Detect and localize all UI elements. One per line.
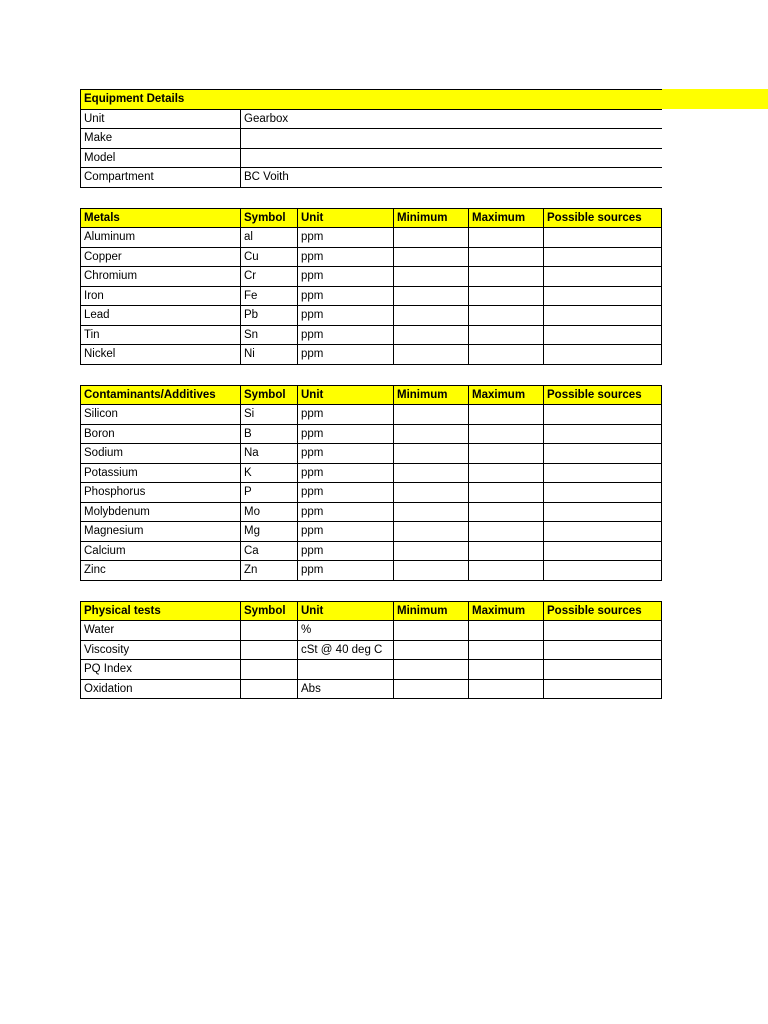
cell-sources[interactable] (544, 424, 662, 444)
cell-maximum[interactable] (469, 561, 544, 581)
cell-name[interactable]: Water (81, 621, 241, 641)
cell-sources[interactable] (544, 660, 662, 680)
cell-minimum[interactable] (394, 345, 469, 365)
cell-name[interactable]: Nickel (81, 345, 241, 365)
col-header-maximum[interactable]: Maximum (469, 601, 544, 621)
cell-sources[interactable] (544, 541, 662, 561)
cell-minimum[interactable] (394, 444, 469, 464)
table-row (81, 424, 662, 444)
table-row (81, 405, 662, 425)
cell-minimum[interactable] (394, 561, 469, 581)
cell-sources[interactable] (544, 345, 662, 365)
cell-maximum[interactable] (469, 679, 544, 699)
cell-symbol[interactable]: P (241, 483, 298, 503)
table-row (81, 541, 662, 561)
cell-unit[interactable]: ppm (298, 502, 394, 522)
cell-symbol[interactable]: Sn (241, 325, 298, 345)
cell-minimum[interactable] (394, 267, 469, 287)
metals-header-row (81, 208, 662, 228)
table-row (81, 502, 662, 522)
cell-name[interactable]: Boron (81, 424, 241, 444)
cell-minimum[interactable] (394, 286, 469, 306)
cell-unit[interactable]: ppm (298, 483, 394, 503)
cell-maximum[interactable] (469, 345, 544, 365)
cell-name[interactable]: Iron (81, 286, 241, 306)
cell-symbol[interactable]: Mg (241, 522, 298, 542)
equipment-title[interactable]: Equipment Details (81, 90, 662, 110)
table-row (81, 247, 662, 267)
cell-symbol[interactable]: Zn (241, 561, 298, 581)
cell-maximum[interactable] (469, 286, 544, 306)
table-row (81, 483, 662, 503)
table-row (81, 561, 662, 581)
cell-unit[interactable]: ppm (298, 541, 394, 561)
cell-maximum[interactable] (469, 660, 544, 680)
cell-unit[interactable]: ppm (298, 405, 394, 425)
table-row (81, 286, 662, 306)
equipment-details-table (80, 89, 662, 188)
cell-sources[interactable] (544, 640, 662, 660)
cell-minimum[interactable] (394, 679, 469, 699)
cell-value[interactable]: BC Voith (241, 168, 662, 188)
cell-unit[interactable]: ppm (298, 522, 394, 542)
cell-maximum[interactable] (469, 228, 544, 248)
cell-unit[interactable]: ppm (298, 444, 394, 464)
cell-maximum[interactable] (469, 463, 544, 483)
cell-minimum[interactable] (394, 306, 469, 326)
cell-symbol[interactable]: Fe (241, 286, 298, 306)
cell-name[interactable]: Viscosity (81, 640, 241, 660)
cell-maximum[interactable] (469, 502, 544, 522)
cell-unit[interactable]: ppm (298, 345, 394, 365)
cell-label[interactable]: Compartment (81, 168, 241, 188)
cell-minimum[interactable] (394, 483, 469, 503)
col-header-minimum[interactable]: Minimum (394, 385, 469, 405)
cell-name[interactable]: Potassium (81, 463, 241, 483)
cell-sources[interactable] (544, 267, 662, 287)
cell-maximum[interactable] (469, 405, 544, 425)
cell-name[interactable]: Tin (81, 325, 241, 345)
cell-sources[interactable] (544, 522, 662, 542)
cell-name[interactable]: Sodium (81, 444, 241, 464)
cell-minimum[interactable] (394, 424, 469, 444)
metals-table (80, 208, 662, 365)
cell-minimum[interactable] (394, 247, 469, 267)
cell-maximum[interactable] (469, 483, 544, 503)
cell-unit[interactable]: ppm (298, 306, 394, 326)
cell-name[interactable]: Molybdenum (81, 502, 241, 522)
cell-maximum[interactable] (469, 267, 544, 287)
cell-name[interactable]: Calcium (81, 541, 241, 561)
cell-sources[interactable] (544, 561, 662, 581)
physical-tests-table (80, 601, 662, 700)
cell-value[interactable]: Gearbox (241, 109, 662, 129)
cell-symbol[interactable]: Cr (241, 267, 298, 287)
cell-name[interactable]: Phosphorus (81, 483, 241, 503)
cell-sources[interactable] (544, 444, 662, 464)
cell-symbol[interactable] (241, 621, 298, 641)
cell-unit[interactable]: ppm (298, 424, 394, 444)
cell-sources[interactable] (544, 405, 662, 425)
cell-symbol[interactable]: Ca (241, 541, 298, 561)
cell-symbol[interactable]: Mo (241, 502, 298, 522)
cell-sources[interactable] (544, 286, 662, 306)
col-header-maximum[interactable]: Maximum (469, 385, 544, 405)
cell-maximum[interactable] (469, 306, 544, 326)
cell-sources[interactable] (544, 247, 662, 267)
cell-unit[interactable]: ppm (298, 247, 394, 267)
cell-label[interactable]: Unit (81, 109, 241, 129)
col-header-unit[interactable]: Unit (298, 208, 394, 228)
col-header-unit[interactable]: Unit (298, 385, 394, 405)
cell-name[interactable]: Zinc (81, 561, 241, 581)
cell-symbol[interactable]: Pb (241, 306, 298, 326)
cell-value[interactable] (241, 129, 662, 149)
cell-minimum[interactable] (394, 325, 469, 345)
table-row (81, 267, 662, 287)
cell-symbol[interactable] (241, 660, 298, 680)
cell-minimum[interactable] (394, 660, 469, 680)
cell-unit[interactable] (298, 660, 394, 680)
cell-label[interactable]: Model (81, 148, 241, 168)
cell-minimum[interactable] (394, 541, 469, 561)
cell-name[interactable]: Silicon (81, 405, 241, 425)
cell-maximum[interactable] (469, 640, 544, 660)
table-row (81, 640, 662, 660)
table-row (81, 325, 662, 345)
col-header-minimum[interactable]: Minimum (394, 601, 469, 621)
table-row (81, 679, 662, 699)
cell-maximum[interactable] (469, 522, 544, 542)
contaminants-table (80, 385, 662, 581)
cell-maximum[interactable] (469, 424, 544, 444)
section-title[interactable]: Contaminants/Additives (81, 385, 241, 405)
col-header-sources[interactable]: Possible sources (544, 601, 662, 621)
table-row (81, 345, 662, 365)
cell-sources[interactable] (544, 463, 662, 483)
equipment-row-make (81, 129, 662, 149)
section-title[interactable]: Physical tests (81, 601, 241, 621)
cell-symbol[interactable]: Ni (241, 345, 298, 365)
cell-symbol[interactable] (241, 679, 298, 699)
cell-minimum[interactable] (394, 621, 469, 641)
cell-name[interactable]: PQ Index (81, 660, 241, 680)
cell-unit[interactable]: ppm (298, 561, 394, 581)
cell-sources[interactable] (544, 325, 662, 345)
col-header-maximum[interactable]: Maximum (469, 208, 544, 228)
cell-symbol[interactable]: B (241, 424, 298, 444)
table-row (81, 660, 662, 680)
table-row (81, 306, 662, 326)
cell-minimum[interactable] (394, 228, 469, 248)
cell-sources[interactable] (544, 621, 662, 641)
cell-symbol[interactable]: Si (241, 405, 298, 425)
table-row (81, 621, 662, 641)
equipment-row-unit (81, 109, 662, 129)
cell-sources[interactable] (544, 483, 662, 503)
cell-maximum[interactable] (469, 444, 544, 464)
cell-name[interactable]: Magnesium (81, 522, 241, 542)
cell-sources[interactable] (544, 679, 662, 699)
cell-unit[interactable]: % (298, 621, 394, 641)
cell-name[interactable]: Lead (81, 306, 241, 326)
cell-symbol[interactable]: Na (241, 444, 298, 464)
equipment-row-compartment (81, 168, 662, 188)
cell-value[interactable] (241, 148, 662, 168)
cell-name[interactable]: Chromium (81, 267, 241, 287)
cell-minimum[interactable] (394, 522, 469, 542)
table-row (81, 228, 662, 248)
cell-name[interactable]: Aluminum (81, 228, 241, 248)
col-header-sources[interactable]: Possible sources (544, 385, 662, 405)
contaminants-header-row (81, 385, 662, 405)
col-header-symbol[interactable]: Symbol (241, 385, 298, 405)
header-fill-overflow (661, 89, 768, 109)
cell-minimum[interactable] (394, 640, 469, 660)
col-header-symbol[interactable]: Symbol (241, 601, 298, 621)
cell-unit[interactable]: ppm (298, 267, 394, 287)
cell-unit[interactable]: Abs (298, 679, 394, 699)
cell-sources[interactable] (544, 228, 662, 248)
col-header-minimum[interactable]: Minimum (394, 208, 469, 228)
cell-unit[interactable]: ppm (298, 286, 394, 306)
cell-maximum[interactable] (469, 325, 544, 345)
cell-label[interactable]: Make (81, 129, 241, 149)
cell-maximum[interactable] (469, 541, 544, 561)
cell-sources[interactable] (544, 502, 662, 522)
cell-name[interactable]: Copper (81, 247, 241, 267)
cell-symbol[interactable]: Cu (241, 247, 298, 267)
cell-unit[interactable]: ppm (298, 325, 394, 345)
cell-symbol[interactable] (241, 640, 298, 660)
table-row (81, 463, 662, 483)
section-title[interactable]: Metals (81, 208, 241, 228)
equipment-header-row (81, 90, 662, 110)
table-row (81, 444, 662, 464)
spreadsheet (80, 89, 661, 699)
cell-maximum[interactable] (469, 247, 544, 267)
cell-maximum[interactable] (469, 621, 544, 641)
cell-minimum[interactable] (394, 502, 469, 522)
cell-unit[interactable]: cSt @ 40 deg C (298, 640, 394, 660)
cell-minimum[interactable] (394, 405, 469, 425)
cell-unit[interactable]: ppm (298, 228, 394, 248)
cell-sources[interactable] (544, 306, 662, 326)
col-header-sources[interactable]: Possible sources (544, 208, 662, 228)
equipment-row-model (81, 148, 662, 168)
cell-unit[interactable]: ppm (298, 463, 394, 483)
cell-minimum[interactable] (394, 463, 469, 483)
cell-symbol[interactable]: al (241, 228, 298, 248)
physical-header-row (81, 601, 662, 621)
table-row (81, 522, 662, 542)
col-header-symbol[interactable]: Symbol (241, 208, 298, 228)
cell-name[interactable]: Oxidation (81, 679, 241, 699)
cell-symbol[interactable]: K (241, 463, 298, 483)
col-header-unit[interactable]: Unit (298, 601, 394, 621)
